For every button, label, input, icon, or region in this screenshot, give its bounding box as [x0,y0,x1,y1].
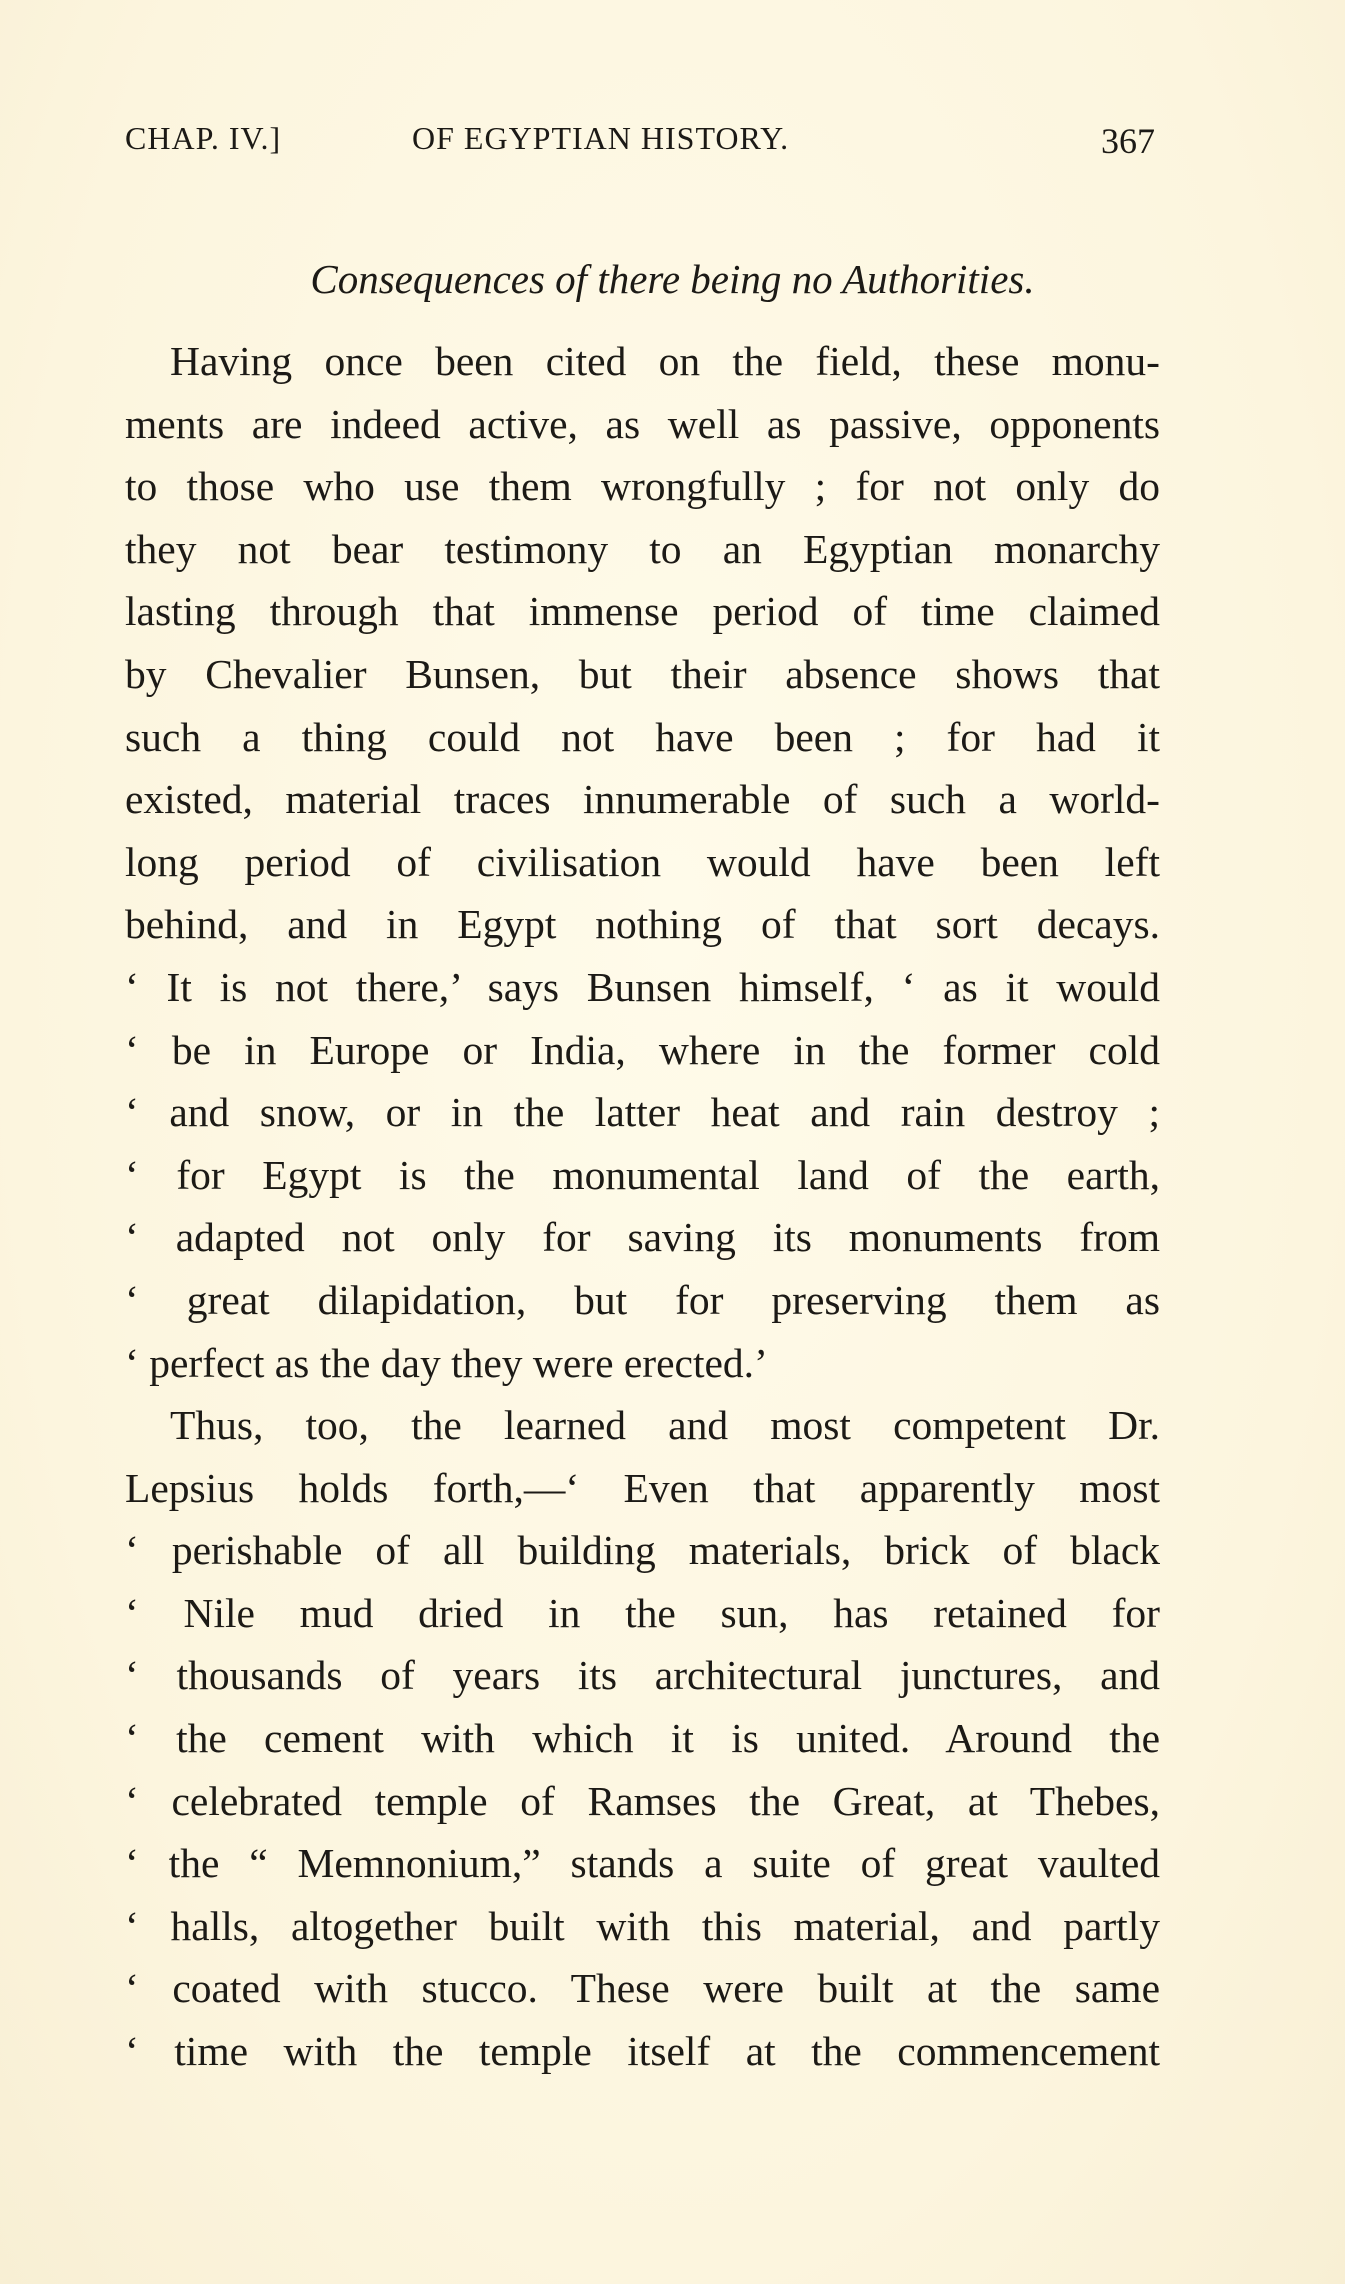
text-line: ‘ adapted not only for saving its monuments from [125,1214,1160,1261]
text-line: ‘ time with the temple itself at the commencement [125,2028,1160,2075]
body-text [125,330,1160,2083]
text-line: lasting through that immense period of time claimed [125,588,1160,635]
text-line: ‘ for Egypt is the monumental land of the earth, [125,1151,1160,1198]
chapter-label: CHAP. IV.] [125,120,282,156]
text-line: by Chevalier Bunsen, but their absence shows that [125,650,1160,697]
text-line: ‘ perishable of all building materials, brick of black [125,1527,1160,1574]
text-line: they not bear testimony to an Egyptian monarchy [125,525,1160,572]
text-line: ments are indeed active, as well as passive, opponents [125,400,1160,447]
text-line: ‘ celebrated temple of Ramses the Great, at Thebes, [125,1777,1160,1824]
text-line: to those who use them wrongfully ; for not only do [125,463,1160,510]
running-head [125,120,1155,170]
text-line: Lepsius holds forth,—‘ Even that apparently most [125,1464,1160,1511]
text-line: Having once been cited on the field, these monu- [170,338,1160,384]
text-line: ‘ thousands of years its architectural junctures, and [125,1652,1160,1699]
page-number: 367 [1101,121,1155,161]
text-line: ‘ the cement with which it is united. Around the [125,1715,1160,1762]
text-line: ‘ and snow, or in the latter heat and rain destroy ; [125,1089,1160,1136]
text-line: ‘ Nile mud dried in the sun, has retained for [125,1589,1160,1636]
text-line: such a thing could not have been ; for had it [125,713,1160,760]
text-line: behind, and in Egypt nothing of that sort decays. [125,901,1160,948]
text-line: long period of civilisation would have been left [125,838,1160,885]
text-line: ‘ coated with stucco. These were built at the same [125,1965,1160,2012]
text-line: ‘ the “ Memnonium,” stands a suite of great vaulted [125,1840,1160,1887]
section-heading: Consequences of there being no Authorities. [310,256,1035,302]
text-line: ‘ great dilapidation, but for preserving them as [125,1276,1160,1323]
text-line: ‘ It is not there,’ says Bunsen himself, ‘ as it would [125,963,1160,1010]
text-line: ‘ halls, altogether built with this material, and partly [125,1902,1160,1949]
text-line: existed, material traces innumerable of such a world- [125,776,1160,823]
text-line: Thus, too, the learned and most competent Dr. [170,1402,1160,1449]
text-line: ‘ be in Europe or India, where in the former cold [125,1026,1160,1073]
text-line: ‘ perfect as the day they were erected.’ [125,1339,768,1386]
running-title: OF EGYPTIAN HISTORY. [412,120,790,156]
